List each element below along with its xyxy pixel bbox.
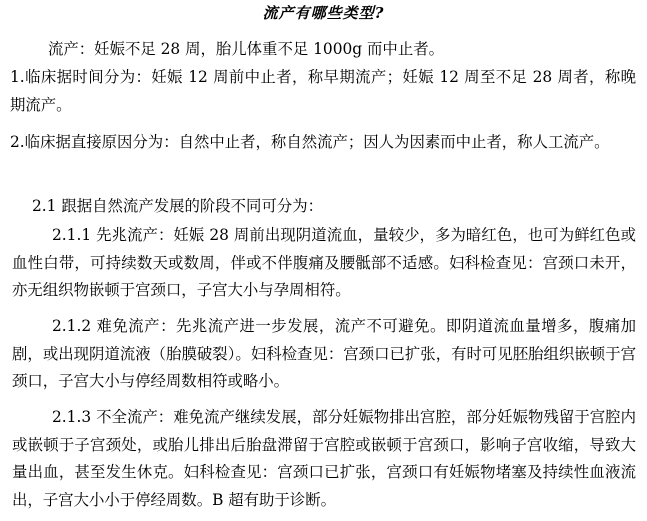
incomplete-abortion-paragraph: 2.1.3 不全流产：难免流产继续发展，部分妊娠物排出宫腔，部分妊娠物残留于宫腔内或嵌顿于子宫颈处，或胎儿排出后胎盘滞留于宫腔或嵌顿于宫颈口，影响子宫收缩，导致大量出血，甚至发生休克。妇科检查见：宫颈口已扩张，宫颈口有妊娠物堵塞及持续性血液流出，子宫大小小于停经周数。B 超有助于诊断。 bbox=[12, 408, 636, 509]
classification-by-cause-paragraph: 2.临床据直接原因分为：自然中止者，称自然流产；因人为因素而中止者，称人工流产。 bbox=[10, 133, 610, 151]
threatened-abortion-paragraph: 2.1.1 先兆流产：妊娠 28 周前出现阴道流血，量较少，多为暗红色，也可为鲜红色或血性白带，可持续数天或数周，伴或不伴腹痛及腰骶部不适感。妇科检查见：宫颈口未开，亦无组织物嵌顿于宫颈口，子宫大小与孕周相符。 bbox=[12, 226, 636, 299]
document-title: 流产有哪些类型? bbox=[262, 4, 385, 22]
classification-by-time-paragraph: 1.临床据时间分为：妊娠 12 周前中止者，称早期流产；妊娠 12 周至不足 28 周者，称晚期流产。 bbox=[10, 68, 636, 114]
subsection-heading: 2.1 跟据自然流产发展的阶段不同可分为： bbox=[32, 197, 324, 215]
definition-paragraph: 流产：妊娠不足 28 周，胎儿体重不足 1000g 而中止者。 bbox=[48, 40, 444, 58]
inevitable-abortion-paragraph: 2.1.2 难免流产：先兆流产进一步发展，流产不可避免。即阴道流血量增多，腹痛加剧，或出现阴道流液（胎膜破裂）。妇科检查见：宫颈口已扩张，有时可见胚胎组织嵌顿于宫颈口，子宫大小与停经周数相符或略小。 bbox=[12, 317, 636, 390]
